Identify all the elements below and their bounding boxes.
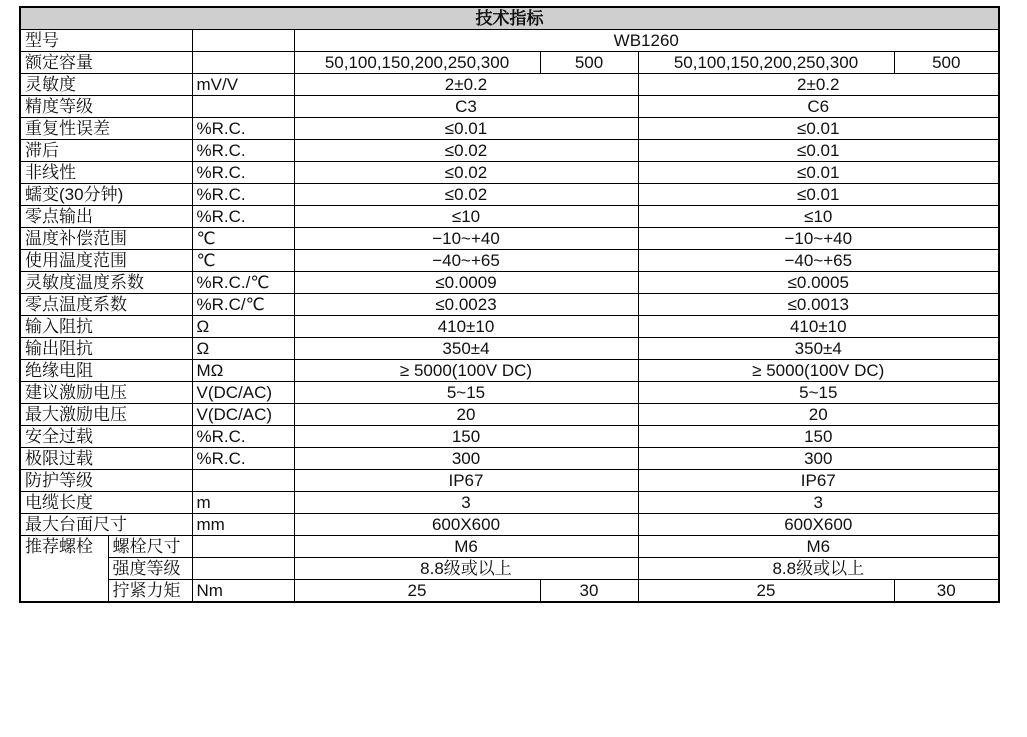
row-unit xyxy=(192,96,294,118)
value-c3: C3 xyxy=(294,96,638,118)
row-unit: %R.C. xyxy=(192,162,294,184)
row-unit: %R.C./℃ xyxy=(192,272,294,294)
row-label: 重复性误差 xyxy=(20,118,192,140)
value-c6: 350±4 xyxy=(638,338,999,360)
row-recommended-excitation xyxy=(20,382,999,404)
row-label: 输出阻抗 xyxy=(20,338,192,360)
row-unit: %R.C. xyxy=(192,140,294,162)
value-c3: 8.8级或以上 xyxy=(294,558,638,580)
value-c3: M6 xyxy=(294,536,638,558)
value-c3: ≤0.0009 xyxy=(294,272,638,294)
row-unit: %R.C/℃ xyxy=(192,294,294,316)
row-capacity xyxy=(20,52,999,74)
row-bolt-torque xyxy=(20,580,999,603)
row-label: 输入阻抗 xyxy=(20,316,192,338)
capacity-c3-500: 500 xyxy=(540,52,638,74)
value-c6: C6 xyxy=(638,96,999,118)
row-unit: m xyxy=(192,492,294,514)
row-unit: %R.C. xyxy=(192,448,294,470)
row-temp-comp-range xyxy=(20,228,999,250)
row-insulation xyxy=(20,360,999,382)
value-c3: 150 xyxy=(294,426,638,448)
value-c3: ≤0.02 xyxy=(294,162,638,184)
row-unit: V(DC/AC) xyxy=(192,382,294,404)
value-c6: 150 xyxy=(638,426,999,448)
row-unit: Ω xyxy=(192,338,294,360)
row-unit: %R.C. xyxy=(192,118,294,140)
row-zero-temp-coef xyxy=(20,294,999,316)
value-c6: 600X600 xyxy=(638,514,999,536)
value-c6: 8.8级或以上 xyxy=(638,558,999,580)
row-label: 建议激励电压 xyxy=(20,382,192,404)
row-max-excitation xyxy=(20,404,999,426)
torque-c6-500: 30 xyxy=(894,580,999,603)
row-label: 安全过载 xyxy=(20,426,192,448)
value-c3: −10~+40 xyxy=(294,228,638,250)
row-platform-size xyxy=(20,514,999,536)
row-operating-temp xyxy=(20,250,999,272)
row-unit xyxy=(192,470,294,492)
row-unit: %R.C. xyxy=(192,184,294,206)
row-protection xyxy=(20,470,999,492)
table-title: 技术指标 xyxy=(20,7,999,30)
row-repeatability xyxy=(20,118,999,140)
model-value: WB1260 xyxy=(294,30,999,52)
value-c3: ≤0.01 xyxy=(294,118,638,140)
row-label: 非线性 xyxy=(20,162,192,184)
value-c3: IP67 xyxy=(294,470,638,492)
value-c6: ≤0.0005 xyxy=(638,272,999,294)
value-c6: 20 xyxy=(638,404,999,426)
value-c3: −40~+65 xyxy=(294,250,638,272)
row-label: 防护等级 xyxy=(20,470,192,492)
torque-c3-range: 25 xyxy=(294,580,540,603)
row-hysteresis xyxy=(20,140,999,162)
row-output-impedance xyxy=(20,338,999,360)
row-nonlinearity xyxy=(20,162,999,184)
value-c3: 2±0.2 xyxy=(294,74,638,96)
row-label: 拧紧力矩 xyxy=(108,580,192,603)
spec-table xyxy=(19,6,1000,603)
value-c6: ≥ 5000(100V DC) xyxy=(638,360,999,382)
value-c3: 300 xyxy=(294,448,638,470)
torque-c3-500: 30 xyxy=(540,580,638,603)
row-label: 最大激励电压 xyxy=(20,404,192,426)
capacity-c6-range: 50,100,150,200,250,300 xyxy=(638,52,894,74)
value-c3: ≤0.0023 xyxy=(294,294,638,316)
row-label: 灵敏度 xyxy=(20,74,192,96)
value-c6: IP67 xyxy=(638,470,999,492)
row-unit: Ω xyxy=(192,316,294,338)
row-label: 精度等级 xyxy=(20,96,192,118)
row-unit: mV/V xyxy=(192,74,294,96)
row-label: 蠕变(30分钟) xyxy=(20,184,192,206)
row-creep xyxy=(20,184,999,206)
row-unit: %R.C. xyxy=(192,206,294,228)
row-label: 电缆长度 xyxy=(20,492,192,514)
value-c3: 350±4 xyxy=(294,338,638,360)
value-c3: 600X600 xyxy=(294,514,638,536)
value-c3: ≤0.02 xyxy=(294,140,638,162)
value-c6: −40~+65 xyxy=(638,250,999,272)
value-c3: 5~15 xyxy=(294,382,638,404)
value-c3: ≤10 xyxy=(294,206,638,228)
value-c6: 2±0.2 xyxy=(638,74,999,96)
title-row xyxy=(20,7,999,30)
torque-c6-range: 25 xyxy=(638,580,894,603)
row-safe-overload xyxy=(20,426,999,448)
row-input-impedance xyxy=(20,316,999,338)
value-c6: 410±10 xyxy=(638,316,999,338)
row-label: 螺栓尺寸 xyxy=(108,536,192,558)
value-c3: 410±10 xyxy=(294,316,638,338)
row-unit xyxy=(192,52,294,74)
row-cable-length xyxy=(20,492,999,514)
row-label: 使用温度范围 xyxy=(20,250,192,272)
row-label: 零点输出 xyxy=(20,206,192,228)
value-c3: ≤0.02 xyxy=(294,184,638,206)
row-accuracy xyxy=(20,96,999,118)
value-c3: 20 xyxy=(294,404,638,426)
capacity-c3-range: 50,100,150,200,250,300 xyxy=(294,52,540,74)
row-bolt-grade xyxy=(20,558,999,580)
row-label: 灵敏度温度系数 xyxy=(20,272,192,294)
row-label: 型号 xyxy=(20,30,192,52)
row-label: 绝缘电阻 xyxy=(20,360,192,382)
row-label: 零点温度系数 xyxy=(20,294,192,316)
row-unit: mm xyxy=(192,514,294,536)
row-unit: ℃ xyxy=(192,250,294,272)
row-sensitivity xyxy=(20,74,999,96)
row-unit xyxy=(192,558,294,580)
value-c6: 3 xyxy=(638,492,999,514)
row-unit xyxy=(192,536,294,558)
row-unit: V(DC/AC) xyxy=(192,404,294,426)
value-c6: M6 xyxy=(638,536,999,558)
row-label: 额定容量 xyxy=(20,52,192,74)
row-unit: MΩ xyxy=(192,360,294,382)
value-c6: ≤10 xyxy=(638,206,999,228)
value-c6: 300 xyxy=(638,448,999,470)
value-c6: ≤0.01 xyxy=(638,162,999,184)
value-c6: ≤0.01 xyxy=(638,118,999,140)
row-bolt-size xyxy=(20,536,999,558)
value-c6: ≤0.0013 xyxy=(638,294,999,316)
capacity-c6-500: 500 xyxy=(894,52,999,74)
row-sens-temp-coef xyxy=(20,272,999,294)
row-label: 极限过载 xyxy=(20,448,192,470)
row-label: 强度等级 xyxy=(108,558,192,580)
row-unit xyxy=(192,30,294,52)
row-ultimate-overload xyxy=(20,448,999,470)
value-c6: 5~15 xyxy=(638,382,999,404)
row-label: 温度补偿范围 xyxy=(20,228,192,250)
row-zero-output xyxy=(20,206,999,228)
row-label: 最大台面尺寸 xyxy=(20,514,192,536)
value-c3: ≥ 5000(100V DC) xyxy=(294,360,638,382)
value-c6: ≤0.01 xyxy=(638,184,999,206)
row-label: 滞后 xyxy=(20,140,192,162)
row-unit: %R.C. xyxy=(192,426,294,448)
row-unit: ℃ xyxy=(192,228,294,250)
value-c6: −10~+40 xyxy=(638,228,999,250)
row-model xyxy=(20,30,999,52)
value-c3: 3 xyxy=(294,492,638,514)
bolt-group-label: 推荐螺栓 xyxy=(20,536,108,603)
row-unit: Nm xyxy=(192,580,294,603)
value-c6: ≤0.01 xyxy=(638,140,999,162)
